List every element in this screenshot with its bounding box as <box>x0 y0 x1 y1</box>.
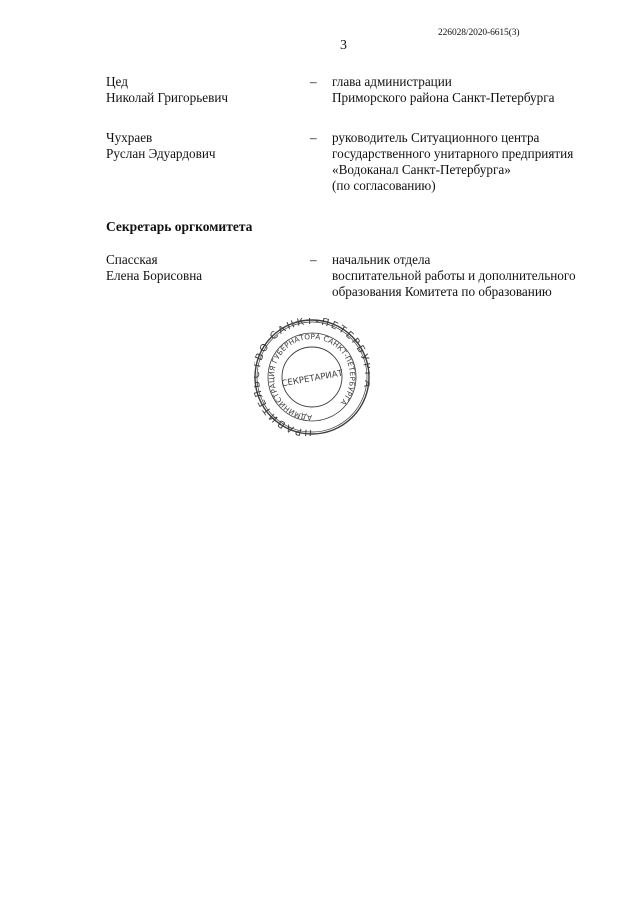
position-line: руководитель Ситуационного центра <box>332 130 540 145</box>
page-number: 3 <box>340 38 347 53</box>
position-line: глава администрации <box>332 74 452 89</box>
seal-graphic <box>254 318 370 436</box>
member-position <box>332 74 592 106</box>
seal-inner-text: АДМИНИСТРАЦИЯ ГУБЕРНАТОРА САНКТ-ПЕТЕРБУРГА <box>266 331 358 423</box>
entry-dash: – <box>310 130 317 145</box>
member-name <box>106 130 296 162</box>
entry-dash: – <box>310 252 317 267</box>
position-line: образования Комитета по образованию <box>332 284 552 299</box>
member-name <box>106 252 296 284</box>
document-number: 226028/2020-6615(3) <box>438 28 520 38</box>
member-given-names: Николай Григорьевич <box>106 90 229 105</box>
member-given-names: Руслан Эдуардович <box>106 146 216 161</box>
position-line: воспитательной работы и дополнительного <box>332 268 576 283</box>
position-line: начальник отдела <box>332 252 431 267</box>
seal-center-text: СЕКРЕТАРИАТ <box>280 368 344 390</box>
secretary-section-title: Секретарь оргкомитета <box>106 219 253 234</box>
member-given-names: Елена Борисовна <box>106 268 203 283</box>
seal-outer-text: ПРАВИТЕ ВО САНКТ-ПЕТЕРБУ <box>254 318 370 436</box>
member-surname: Чухраев <box>106 130 153 145</box>
member-surname: Спасская <box>106 252 158 267</box>
official-seal-stamp <box>254 318 370 436</box>
member-position <box>332 130 592 194</box>
position-line: Приморского района Санкт-Петербурга <box>332 90 555 105</box>
member-name <box>106 74 296 106</box>
member-surname: Цед <box>106 74 128 89</box>
entry-dash: – <box>310 74 317 89</box>
position-line: «Водоканал Санкт-Петербурга» <box>332 162 511 177</box>
position-line: государственного унитарного предприятия <box>332 146 574 161</box>
member-position <box>332 252 592 300</box>
position-line: (по согласованию) <box>332 178 436 193</box>
